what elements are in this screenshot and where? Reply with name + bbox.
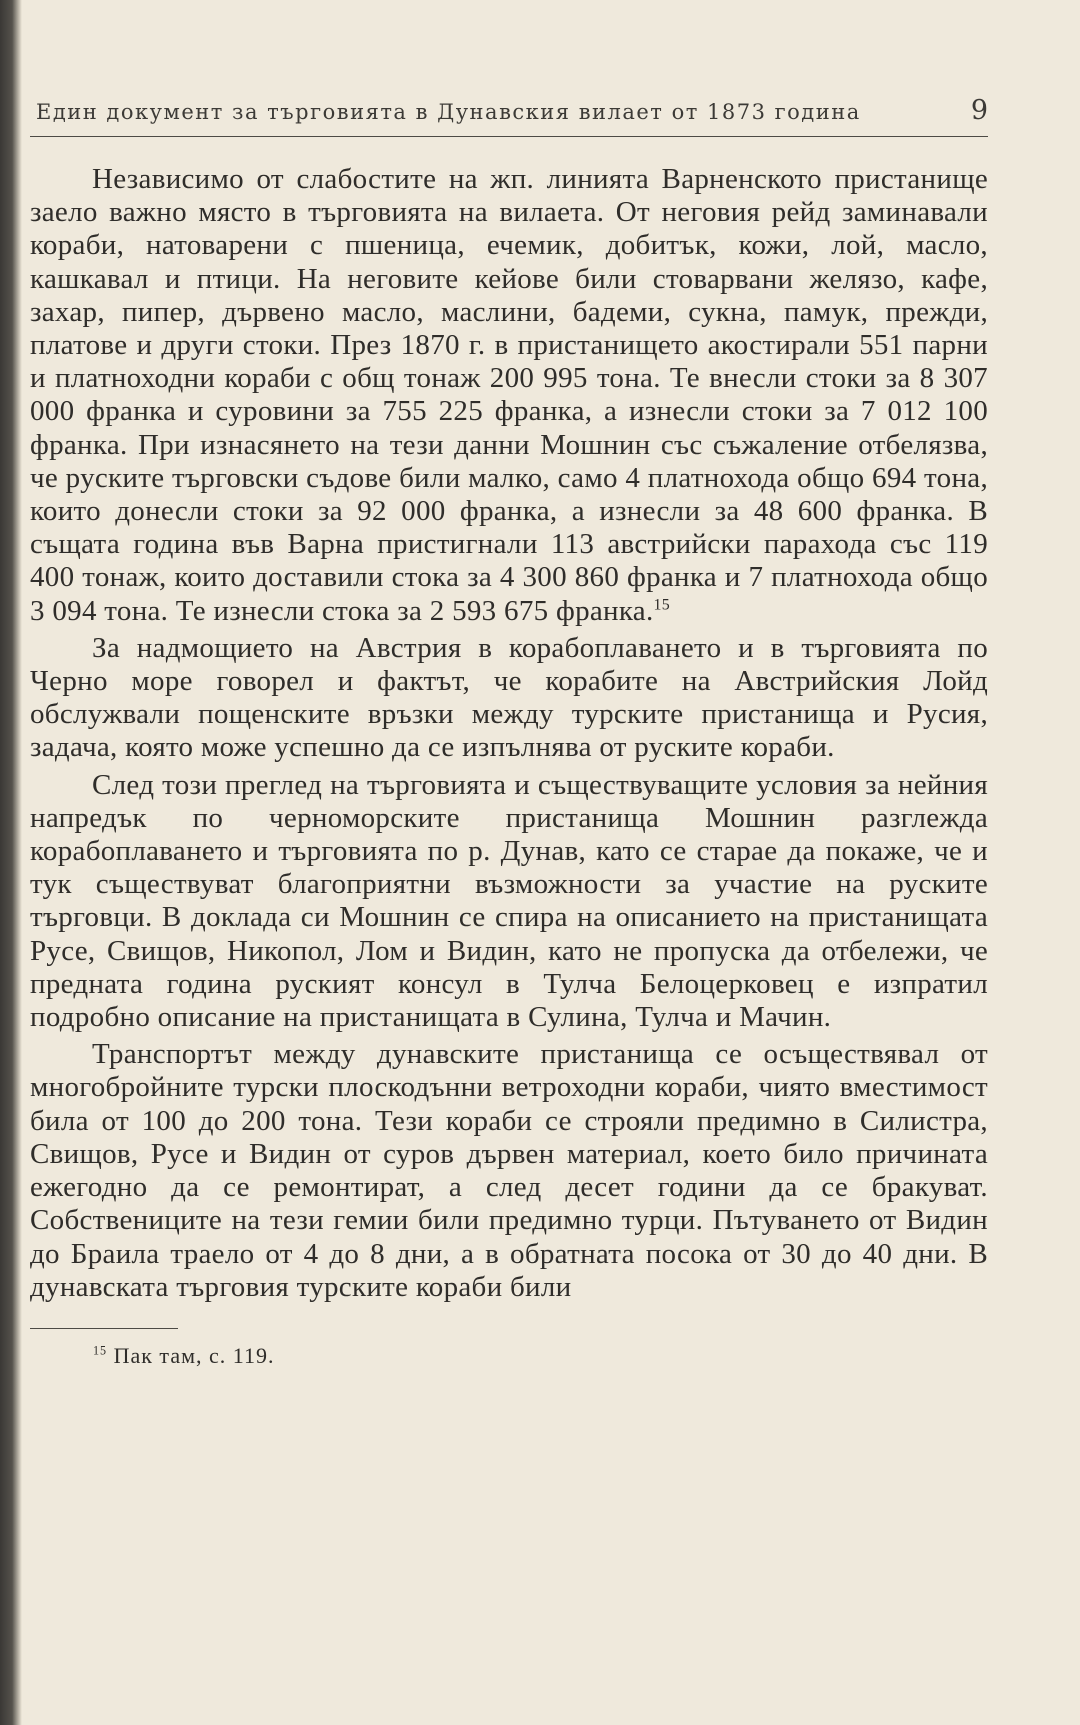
footnote-text: Пак там, с. 119. xyxy=(113,1342,275,1368)
paragraph-4 xyxy=(30,1038,988,1304)
footnote-ref-15: 15 xyxy=(653,595,671,613)
paragraph-1 xyxy=(30,163,988,628)
document-page xyxy=(30,95,988,1695)
running-title: Един документ за търговията в Дунавския вилает от 1873 година xyxy=(36,100,861,124)
body-text xyxy=(30,163,988,1304)
running-head xyxy=(30,95,988,132)
footnote xyxy=(30,1343,988,1369)
paragraph-2-text: За надмощието на Австрия в корабоплаването и в търговията по Черно море говорел и фактът, че корабите на Австрийския Лойд обслужвали пощенските връзки между турските пристанища и Русия, задача, която може успешно да се изпълнява от руските кораби. xyxy=(30,631,988,764)
paragraph-4-text: Транспортът между дунавските пристанища се осъществявал от многобройните турски плоскодънни ветроходни кораби, чиято вместимост била от 100 до 200 тона. Тези кораби се строяли предимно в Силистра, Свищов, Русе и Видин от суров дървен материал, което било причината ежегодно да се ремонтират, а след десет години да се бракуват. Собствениците на тези гемии били предимно турци. Пътуването от Видин до Браила траело от 4 до 8 дни, а в обратната посока от 30 до 40 дни. В дунавската търговия турските кораби били xyxy=(30,1038,988,1303)
footnote-number: 15 xyxy=(93,1343,108,1358)
footnote-rule xyxy=(30,1328,178,1329)
paragraph-2 xyxy=(30,632,988,765)
book-spine-shadow xyxy=(0,0,22,1725)
page-number: 9 xyxy=(970,95,988,126)
header-rule xyxy=(30,136,988,137)
paragraph-3 xyxy=(30,769,988,1035)
paragraph-1-text: Независимо от слабостите на жп. линията Варненското пристанище заело важно място в търговията на вилаета. От неговия рейд заминавали кораби, натоварени с пшеница, ечемик, добитък, кожи, лой, масло, кашкавал и птици. На неговите кейове били стоварвани желязо, кафе, захар, пипер, дървено масло, маслини, бадеми, сукна, памук, прежди, платове и други стоки. През 1870 г. в пристанището акостирали 551 парни и платноходни кораби с общ тонаж 200 995 тона. Те внесли стоки за 8 307 000 франка и суровини за 755 225 франка, а изнесли стоки за 7 012 100 франка. При изнасянето на тези данни Мошнин със съжаление отбелязва, че руските търговски съдове били малко, само 4 платнохода общо 694 тона, които донесли стоки за 92 000 франка, а изнесли за 48 600 франка. В същата година във Варна пристигнали 113 австрийски парахода със 119 400 тонаж, които доставили стока за 4 300 860 франка и 7 платнохода общо 3 094 тона. Те изнесли стока за 2 593 675 франка. xyxy=(30,163,988,627)
paragraph-3-text: След този преглед на търговията и съществуващите условия за нейния напредък по черноморските пристанища Мошнин разглежда корабоплаването и търговията по р. Дунав, като се старае да покаже, че и тук съществуват благоприятни възможности за участие на руските търговци. В доклада си Мошнин се спира на описанието на пристанищата Русе, Свищов, Никопол, Лом и Видин, като не пропуска да отбележи, че предната година руският консул в Тулча Белоцерковец е изпратил подробно описание на пристанищата в Сулина, Тулча и Мачин. xyxy=(30,768,988,1034)
